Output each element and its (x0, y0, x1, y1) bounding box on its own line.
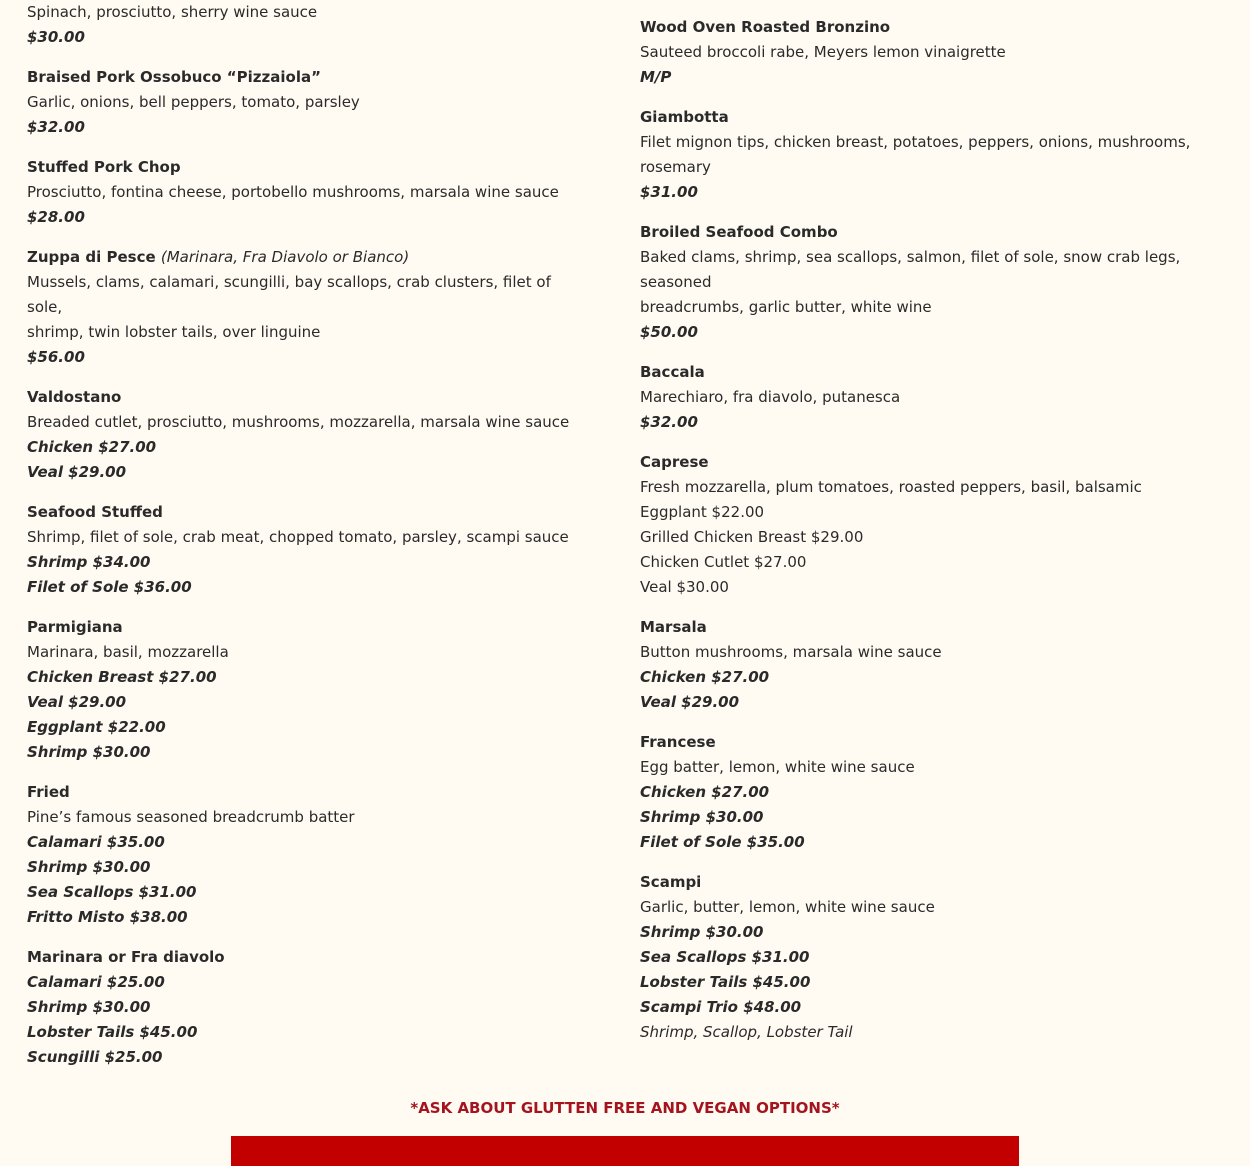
menu-item-description: Egg batter, lemon, white wine sauce (640, 758, 915, 776)
menu-item-price: Shrimp $30.00 (27, 998, 151, 1016)
menu-item-price: Fritto Misto $38.00 (27, 908, 188, 926)
menu-item-price: $31.00 (640, 183, 698, 201)
menu-item (27, 0, 587, 50)
menu-item-name-line (640, 450, 1230, 475)
menu-item-price: Chicken $27.00 (27, 438, 157, 456)
menu-item-name: Giambotta (640, 108, 729, 126)
menu-item (640, 870, 1230, 1045)
menu-item-name: Scampi (640, 873, 702, 891)
menu-item-note: (Marinara, Fra Diavolo or Bianco) (160, 248, 410, 266)
menu-item-price: Sea Scallops $31.00 (27, 883, 197, 901)
menu-item-price: Shrimp $30.00 (640, 923, 764, 941)
menu-item-name: Fried (27, 783, 70, 801)
menu-item-description: Pine’s famous seasoned breadcrumb batter (27, 808, 355, 826)
menu-item-name: Stuffed Pork Chop (27, 158, 181, 176)
menu-item-name-line (27, 65, 587, 90)
menu-item-name-line (27, 615, 587, 640)
menu-item (640, 450, 1230, 600)
menu-item-description: Breaded cutlet, prosciutto, mushrooms, mozzarella, marsala wine sauce (27, 413, 570, 431)
menu-item-description: breadcrumbs, garlic butter, white wine (640, 298, 932, 316)
menu-item-name-line (640, 615, 1230, 640)
menu-column-right (640, 0, 1230, 1060)
menu-item-price: Chicken $27.00 (640, 668, 770, 686)
menu-item-name: Valdostano (27, 388, 122, 406)
menu-item-name-line (640, 15, 1230, 40)
menu-item-name-line (27, 385, 587, 410)
menu-item-name: Marsala (640, 618, 707, 636)
menu-item-description: Marinara, basil, mozzarella (27, 643, 229, 661)
red-banner (231, 1136, 1019, 1166)
menu-item-price: Filet of Sole $35.00 (640, 833, 805, 851)
menu-item-price: $30.00 (27, 28, 85, 46)
menu-item-name-line (640, 105, 1230, 130)
menu-item-price: Shrimp $34.00 (27, 553, 151, 571)
menu-item (640, 360, 1230, 435)
menu-item (27, 245, 587, 370)
menu-item-price: Eggplant $22.00 (27, 718, 166, 736)
dietary-options-notice: *ASK ABOUT GLUTTEN FREE AND VEGAN OPTIONS* (410, 1099, 840, 1117)
menu-item (640, 730, 1230, 855)
menu-item-description: Marechiaro, fra diavolo, putanesca (640, 388, 901, 406)
menu-item-name-line (27, 780, 587, 805)
menu-item-name-line (27, 155, 587, 180)
menu-item-description: Prosciutto, fontina cheese, portobello mushrooms, marsala wine sauce (27, 183, 559, 201)
menu-item (640, 615, 1230, 715)
menu-item-price: Calamari $25.00 (27, 973, 165, 991)
menu-item-description: Sauteed broccoli rabe, Meyers lemon vinaigrette (640, 43, 1006, 61)
menu-item-price: Scungilli $25.00 (27, 1048, 163, 1066)
menu-item-price: Lobster Tails $45.00 (27, 1023, 198, 1041)
menu-item (27, 385, 587, 485)
menu-item-price: Shrimp $30.00 (27, 858, 151, 876)
menu-item-description: Fresh mozzarella, plum tomatoes, roasted peppers, basil, balsamic (640, 478, 1142, 496)
menu-item-description: Garlic, butter, lemon, white wine sauce (640, 898, 935, 916)
menu-item-name: Caprese (640, 453, 709, 471)
menu-item-description: Chicken Cutlet $27.00 (640, 553, 807, 571)
menu-item-name: Marinara or Fra diavolo (27, 948, 225, 966)
menu-item (27, 500, 587, 600)
menu-item-name-line (640, 360, 1230, 385)
menu-item-price: Filet of Sole $36.00 (27, 578, 192, 596)
menu-item-price: Veal $29.00 (27, 463, 127, 481)
menu-item-name: Broiled Seafood Combo (640, 223, 838, 241)
menu-item (640, 220, 1230, 345)
menu-item (27, 615, 587, 765)
menu-item-name: Seafood Stuffed (27, 503, 163, 521)
menu-item-description: Grilled Chicken Breast $29.00 (640, 528, 864, 546)
menu-item-name-line (27, 500, 587, 525)
menu-item-price: Sea Scallops $31.00 (640, 948, 810, 966)
menu-item-description: Eggplant $22.00 (640, 503, 765, 521)
menu-item-name: Francese (640, 733, 716, 751)
menu-item-price: Calamari $35.00 (27, 833, 165, 851)
menu-item-name-line (27, 945, 587, 970)
menu-item-description: Baked clams, shrimp, sea scallops, salmon, filet of sole, snow crab legs, seasoned (640, 248, 1181, 291)
menu-item-price: M/P (640, 68, 672, 86)
menu-item-price: Veal $29.00 (640, 693, 740, 711)
menu-item-price: Veal $29.00 (27, 693, 127, 711)
menu-item-price: Lobster Tails $45.00 (640, 973, 811, 991)
menu-item-name-line (640, 220, 1230, 245)
menu-item-description: Spinach, prosciutto, sherry wine sauce (27, 3, 318, 21)
menu-item-description: rosemary (640, 158, 711, 176)
menu-item-price: Shrimp $30.00 (27, 743, 151, 761)
menu-item-name-line (640, 870, 1230, 895)
menu-item-name: Braised Pork Ossobuco “Pizzaiola” (27, 68, 321, 86)
menu-item-subnote: Shrimp, Scallop, Lobster Tail (640, 1023, 853, 1041)
menu-item (640, 15, 1230, 90)
menu-item-name: Parmigiana (27, 618, 123, 636)
menu-item-description: Button mushrooms, marsala wine sauce (640, 643, 942, 661)
menu-item-description: Shrimp, filet of sole, crab meat, chopped tomato, parsley, scampi sauce (27, 528, 569, 546)
menu-item (27, 155, 587, 230)
menu-item (27, 65, 587, 140)
menu-item-name-line (27, 245, 587, 270)
menu-item-description: Filet mignon tips, chicken breast, potatoes, peppers, onions, mushrooms, (640, 133, 1191, 151)
menu-column-left (27, 0, 587, 1085)
menu-item (27, 780, 587, 930)
menu-item-price: $50.00 (640, 323, 698, 341)
menu-item-price: $32.00 (640, 413, 698, 431)
menu-item-description: shrimp, twin lobster tails, over linguine (27, 323, 321, 341)
menu-item-name: Wood Oven Roasted Bronzino (640, 18, 891, 36)
menu-item-price: Scampi Trio $48.00 (640, 998, 802, 1016)
menu-item-description: Veal $30.00 (640, 578, 729, 596)
menu-item-price: $32.00 (27, 118, 85, 136)
menu-item-name-line (640, 730, 1230, 755)
menu-item-price: Chicken $27.00 (640, 783, 770, 801)
menu-item-name: Zuppa di Pesce (27, 248, 156, 266)
menu-item (27, 945, 587, 1070)
menu-item-price: $28.00 (27, 208, 85, 226)
menu-item-name: Baccala (640, 363, 705, 381)
menu-item-description: Mussels, clams, calamari, scungilli, bay scallops, crab clusters, filet of sole, (27, 273, 551, 316)
menu-item-price: Chicken Breast $27.00 (27, 668, 217, 686)
menu-item-price: Shrimp $30.00 (640, 808, 764, 826)
menu-item (640, 105, 1230, 205)
menu-item-description: Garlic, onions, bell peppers, tomato, parsley (27, 93, 360, 111)
menu-item-price: $56.00 (27, 348, 85, 366)
